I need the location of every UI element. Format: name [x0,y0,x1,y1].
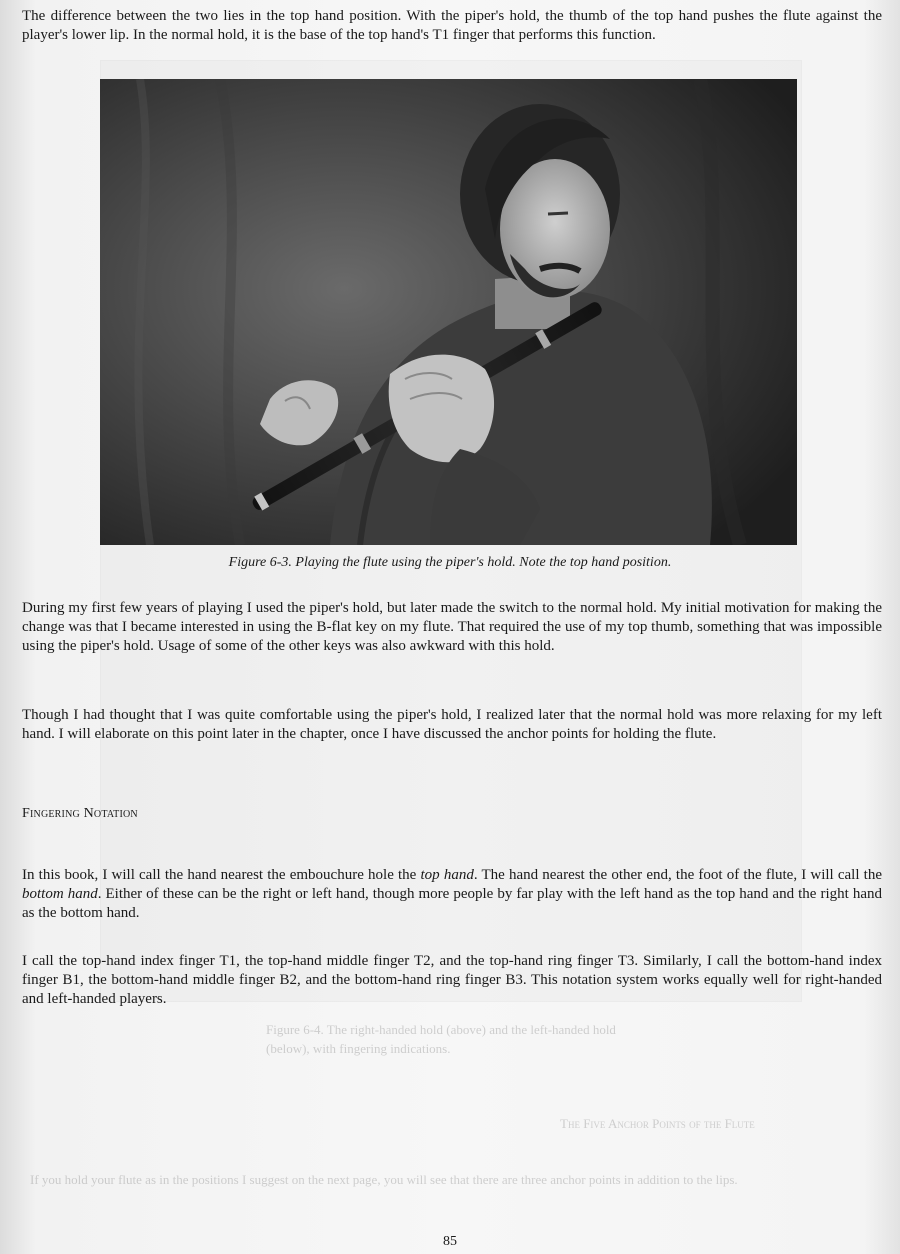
paragraph-hand-naming [22,866,882,923]
bleed-through-caption: Figure 6-4. The right-handed hold (above) and the left-handed hold (below), with fingering indications. [266,1022,616,1056]
paragraph-pipers-hold-history: During my first few years of playing I used the piper's hold, but later made the switch to the normal hold. My initial motivation for making the change was that I became interested in using the B-flat key on my flute. That required the use of my top thumb, something that was impossible using the piper's hold. Usage of some of the other keys was also awkward with this hold. [22,600,882,654]
paragraph-finger-notation: I call the top-hand index finger T1, the top-hand middle finger T2, and the top-hand ring finger T3. Similarly, I call the bottom-hand index finger B1, the bottom-hand middle finger B2, and the bottom-hand ring finger B3. This notation system works equally well for right-handed and left-handed players. [22,953,882,1007]
top-paragraph: The difference between the two lies in the top hand position. With the piper's hold, the thumb of the top hand pushes the flute against the player's lower lip. In the normal hold, it is the base of the top hand's T1 finger that performs this function. [22,8,882,43]
paragraph-left-hand-comfort: Though I had thought that I was quite comfortable using the piper's hold, I realized later that the normal hold was more relaxing for my left hand. I will elaborate on this point later in the chapter, once I have discussed the anchor points for holding the flute. [22,707,882,742]
text-segment: In this book, I will call the hand nearest the embouchure hole the [22,867,421,883]
text-segment: . Either of these can be the right or left hand, though more people by far play with the left hand as the top hand and the right hand as the bottom hand. [22,886,882,921]
figure-photo [100,79,797,545]
section-heading: Fingering Notation [22,806,138,821]
term-bottom-hand: bottom hand [22,886,98,902]
bleed-through-heading: The Five Anchor Points of the Flute [560,1116,755,1131]
bleed-through-text: If you hold your flute as in the positions I suggest on the next page, you will see that there are three anchor points in addition to the lips. [30,1172,738,1187]
figure-caption: Figure 6-3. Playing the flute using the piper's hold. Note the top hand position. [228,555,672,570]
page-number: 85 [443,1234,457,1249]
term-top-hand: top hand [420,867,474,883]
text-segment: . The hand nearest the other end, the foot of the flute, I will call the [473,867,882,883]
